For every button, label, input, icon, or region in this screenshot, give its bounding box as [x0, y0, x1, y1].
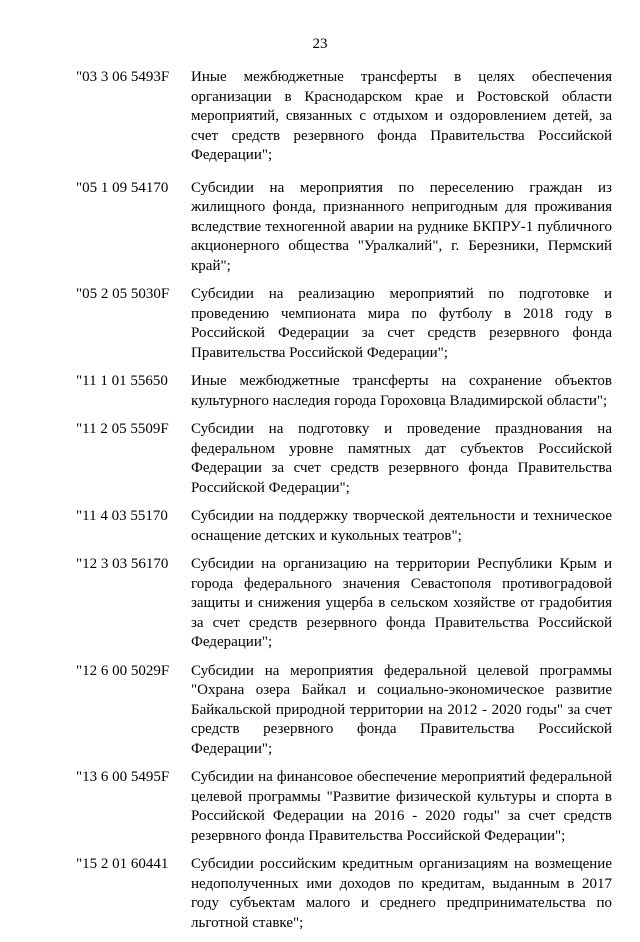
list-item — [76, 768, 612, 846]
budget-code: "11 2 05 5509F — [76, 421, 169, 437]
budget-code: "11 1 01 55650 — [76, 373, 168, 389]
entry-description: Иные межбюджетные трансферты на сохранение объектов культурного наследия города Гороховца Владимирской области"; — [191, 373, 612, 409]
entry-list — [76, 68, 612, 942]
budget-code: "11 4 03 55170 — [76, 508, 168, 524]
budget-code: "13 6 00 5495F — [76, 769, 170, 785]
entry-description: Субсидии на мероприятия федеральной целевой программы "Охрана озера Байкал и социально-экономическое развитие Байкальской природной территории на 2012 - 2020 годы" за счет средств резервного фонда Правительства Российской Федерации"; — [191, 662, 612, 757]
page-number: 23 — [312, 36, 328, 52]
budget-code: "12 3 03 56170 — [76, 556, 169, 572]
entry-description: Субсидии российским кредитным организациям на возмещение недополученных ими доходов по кредитам, выданным в 2017 году субъектам малого и среднего предпринимательства по льготной ставке"; — [191, 856, 612, 931]
list-item — [76, 179, 612, 277]
budget-code: "05 1 09 54170 — [76, 179, 169, 196]
budget-code: "05 2 05 5030F — [76, 286, 170, 302]
entry-description: Субсидии на подготовку и проведение празднования на федеральном уровне памятных дат субъектов Российской Федерации за счет средств резервного фонда Правительства Российской Федерации"; — [191, 421, 612, 496]
entry-description: Субсидии на поддержку творческой деятельности и техническое оснащение детских и кукольных театров"; — [191, 508, 612, 544]
list-item — [76, 855, 612, 933]
entry-description: Иные межбюджетные трансферты в целях обеспечения организации в Краснодарском крае и Ростовской области мероприятий, связанных с отдыхом и оздоровлением детей, за счет средств резервного фонда Правительства Российской Федерации"; — [191, 69, 612, 163]
entry-description: Субсидии на мероприятия по переселению граждан из жилищного фонда, признанного непригодным для проживания вследствие техногенной аварии на руднике БКПРУ-1 публичного акционерного общества "Уралкалий", г. Березники, Пермский край"; — [191, 179, 612, 274]
entry-description: Субсидии на организацию на территории Республики Крым и города федерального значения Севастополя противоградовой защиты и снижения ущерба в сельском хозяйстве от градобития за счет средств резервного фонда Правительства Российской Федерации"; — [191, 556, 612, 650]
list-item — [76, 662, 612, 760]
list-item — [76, 285, 612, 363]
budget-code: "12 6 00 5029F — [76, 662, 170, 679]
entry-description: Субсидии на финансовое обеспечение мероприятий федеральной целевой программы "Развитие физической культуры и спорта в Российской Федерации на 2016 - 2020 годы" за счет средств резервного фонда Правительства Российской Федерации"; — [191, 769, 612, 844]
list-item — [76, 507, 612, 546]
list-item — [76, 372, 612, 411]
budget-code: "15 2 01 60441 — [76, 856, 169, 872]
budget-code: "03 3 06 5493F — [76, 69, 170, 85]
list-item — [76, 420, 612, 498]
entry-description: Субсидии на реализацию мероприятий по подготовке и проведению чемпионата мира по футболу в 2018 году в Российской Федерации за счет средств резервного фонда Правительства Российской Федерации"; — [191, 286, 612, 361]
list-item — [76, 68, 612, 166]
list-item — [76, 555, 612, 653]
